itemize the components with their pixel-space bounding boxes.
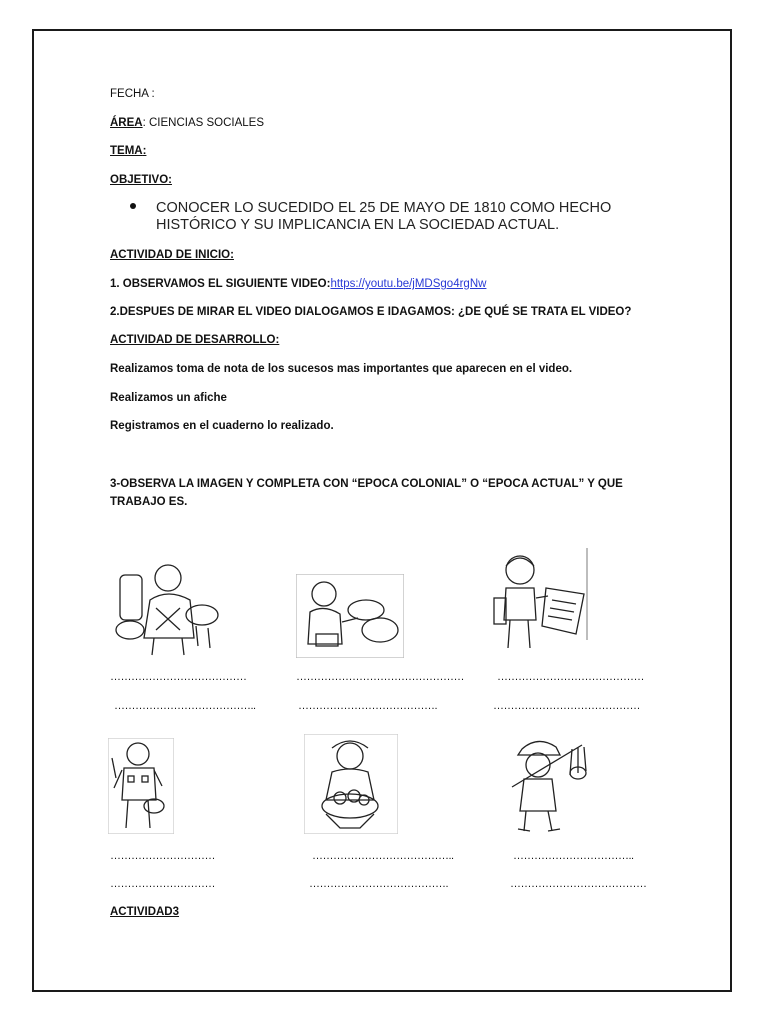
step1-line [110, 278, 486, 290]
step3-line-1: 3-OBSERVA LA IMAGEN Y COMPLETA CON “EPOCA COLONIAL” O “EPOCA ACTUAL” Y QUE [110, 478, 623, 490]
answer-line[interactable]: ………………………………… [510, 878, 647, 890]
answer-line[interactable]: …………………………………… [497, 671, 644, 683]
tema-colon: : [142, 145, 147, 157]
worker-man-icon [108, 738, 174, 834]
answer-line[interactable]: …………………………………. [298, 700, 438, 712]
fecha-label: FECHA : [110, 88, 155, 100]
objective-text [156, 200, 611, 234]
cook-woman-icon [296, 574, 404, 658]
street-vendor-icon [110, 560, 225, 660]
answer-line[interactable]: …………………………………. [309, 878, 449, 890]
objective-line-1: CONOCER LO SUCEDIDO EL 25 DE MAYO DE 1810 COMO HECHO [156, 200, 612, 216]
objective-line-2: HISTÓRICO Y SU IMPLICANCIA EN LA SOCIEDAD ACTUAL. [156, 217, 560, 233]
answer-line[interactable]: ………………………………………… [296, 671, 464, 683]
objetivo-label: OBJETIVO: [110, 174, 172, 186]
fruit-seller-boy-icon [502, 735, 588, 835]
bullet-icon [130, 203, 136, 209]
tema-label: TEMA [110, 145, 143, 157]
answer-line[interactable]: ………………………………….. [114, 700, 256, 712]
tema-line [110, 145, 146, 157]
basket-woman-icon [304, 734, 398, 834]
area-value: : CIENCIAS SOCIALES [142, 117, 265, 129]
actividad3-heading: ACTIVIDAD3 [110, 906, 180, 918]
answer-line[interactable]: ………………………… [110, 878, 215, 890]
desarrollo-item-3: Registramos en el cuaderno lo realizado. [110, 420, 334, 432]
answer-line[interactable]: …………………………………… [493, 700, 640, 712]
answer-line[interactable]: ………………………… [110, 850, 215, 862]
step3-line-2: TRABAJO ES. [110, 496, 188, 508]
step2-text: 2.DESPUES DE MIRAR EL VIDEO DIALOGAMOS E IDAGAMOS: ¿DE QUÉ SE TRATA EL VIDEO? [110, 306, 632, 318]
actividad-inicio-heading: ACTIVIDAD DE INICIO: [110, 249, 234, 261]
desarrollo-item-1: Realizamos toma de nota de los sucesos mas importantes que aparecen en el video. [110, 363, 573, 375]
answer-line[interactable]: ………………………………….. [312, 850, 454, 862]
answer-line[interactable]: ………………………………… [110, 671, 247, 683]
area-line [110, 117, 264, 129]
area-label: ÁREA [110, 117, 143, 129]
newspaper-boy-icon [492, 548, 592, 656]
answer-line[interactable]: …………………………….. [513, 850, 634, 862]
step1-text: 1. OBSERVAMOS EL SIGUIENTE VIDEO: [110, 278, 331, 290]
video-link[interactable]: https://youtu.be/jMDSgo4rgNw [330, 278, 487, 290]
desarrollo-item-2: Realizamos un afiche [110, 392, 227, 404]
actividad-desarrollo-heading: ACTIVIDAD DE DESARROLLO: [110, 334, 280, 346]
